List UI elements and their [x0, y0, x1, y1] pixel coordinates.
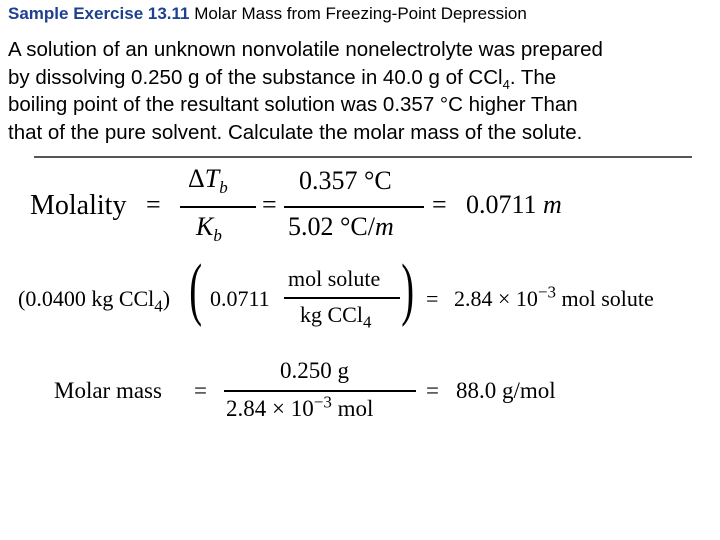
problem-line-2-text: by dissolving 0.250 g of the substance in 40.0 g of CCl — [8, 65, 503, 89]
numerator-temp: 0.357 °C — [299, 166, 392, 195]
moles-den — [226, 392, 374, 422]
ccl4-sub: 4 — [362, 312, 372, 332]
mass-num: 0.250 g — [280, 358, 349, 383]
solvent-mass-text: (0.0400 kg CCl — [18, 286, 155, 311]
exercise-number: Sample Exercise 13.11 — [8, 4, 190, 23]
right-big-paren: ) — [401, 251, 415, 328]
m-unit: m — [374, 212, 394, 241]
close-paren: ) — [162, 286, 171, 311]
molar-mass-result: 88.0 g/mol — [456, 378, 556, 403]
solvent-sub: 4 — [154, 296, 163, 316]
mass-over-moles — [224, 358, 416, 424]
subscript-4: 4 — [502, 76, 510, 92]
problem-line-3: boiling point of the resultant solution was 0.357 °C higher Than — [8, 93, 578, 116]
delta-symbol: Δ — [188, 164, 205, 193]
kb-value: 5.02 °C/ — [288, 212, 375, 241]
moles-den-value: 2.84 × 10 — [226, 396, 314, 421]
molar-mass-label: Molar mass — [54, 378, 162, 403]
kg-ccl4-text: kg CCl — [300, 302, 363, 327]
problem-line-2-end: . The — [509, 65, 557, 89]
left-big-paren: ( — [189, 251, 203, 328]
molality-label: Molality — [30, 190, 127, 221]
molality-unit: m — [543, 190, 562, 219]
equals-sign-2: = — [262, 190, 277, 219]
equals-sign: = — [146, 190, 161, 219]
exponent-2: −3 — [313, 392, 332, 412]
problem-line-1: A solution of an unknown nonvolatile nonelectrolyte was prepared — [8, 38, 603, 61]
equals-sign-3: = — [432, 190, 447, 219]
molality-coefficient: 0.0711 — [210, 286, 270, 311]
moles-value: 2.84 × 10 — [454, 286, 538, 311]
moles-unit: mol solute — [556, 286, 654, 311]
t-symbol: T — [204, 164, 220, 193]
moles-den-unit: mol — [331, 396, 374, 421]
molality-value: 0.0711 — [466, 190, 544, 219]
equals-sign-6: = — [426, 378, 439, 403]
exponent: −3 — [537, 282, 557, 302]
problem-line-4: that of the pure solvent. Calculate the molar mass of the solute. — [8, 120, 583, 144]
k-symbol: K — [196, 212, 214, 241]
mol-solute-num: mol solute — [288, 266, 381, 291]
exercise-title: Molar Mass from Freezing-Point Depression — [194, 4, 527, 23]
equals-sign-5: = — [194, 378, 207, 403]
b-subscript-2: b — [213, 226, 222, 246]
b-subscript: b — [219, 178, 228, 198]
equals-sign-4: = — [426, 286, 439, 311]
